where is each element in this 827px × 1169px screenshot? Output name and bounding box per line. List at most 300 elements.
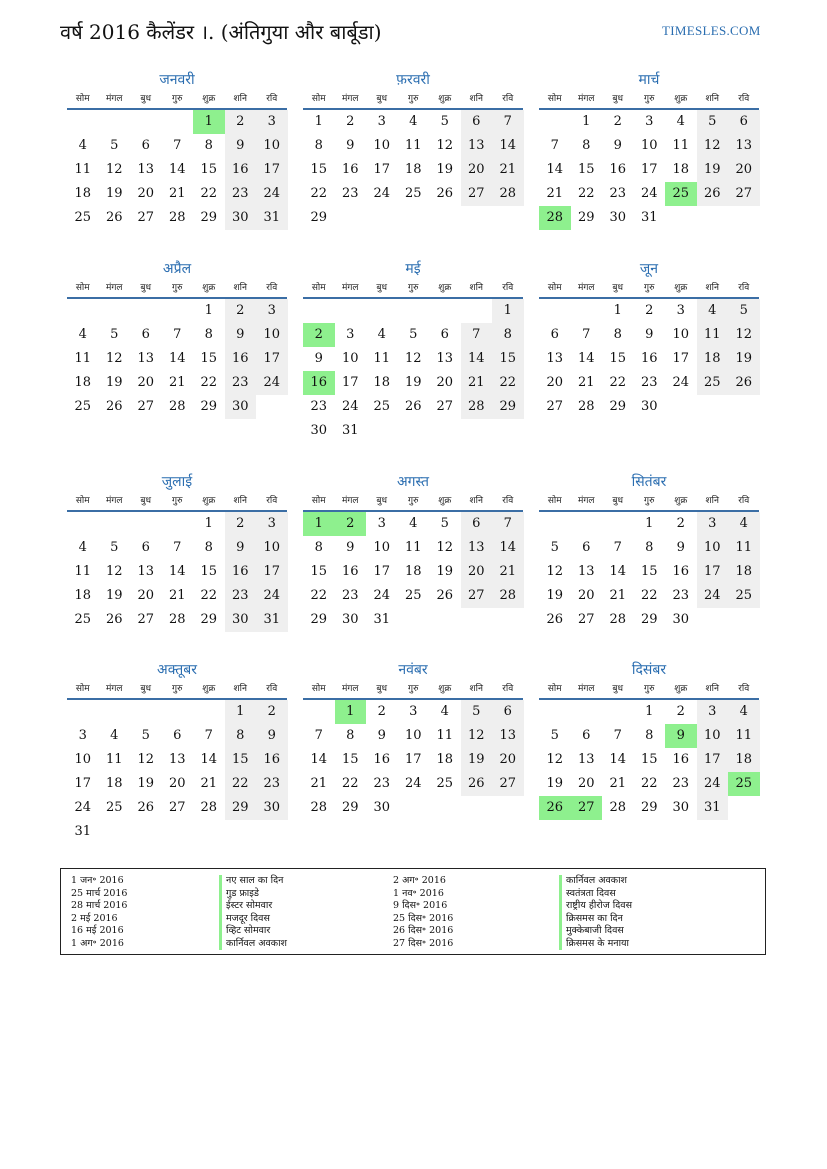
- day-cell: 14: [310, 752, 328, 767]
- day-cell: 21: [577, 375, 595, 390]
- site-brand-link[interactable]: TIMESLES.COM: [662, 23, 761, 38]
- day-cell: 13: [492, 724, 524, 748]
- day-cell: 14: [492, 536, 524, 560]
- day-cell: 20: [577, 776, 595, 791]
- weekday-label: रवि: [266, 684, 278, 694]
- weekday-label: सोम: [75, 283, 90, 293]
- weekday-label: गुरु: [172, 94, 183, 104]
- day-cell: 17: [74, 776, 92, 791]
- empty-cell: [539, 700, 571, 724]
- weekday-label: शनि: [233, 283, 247, 293]
- day-cell: 25: [728, 584, 760, 608]
- day-cell: 12: [137, 752, 155, 767]
- weekday-label: बुध: [376, 94, 388, 104]
- holiday-name: व्हिट सोमवार: [219, 925, 287, 938]
- day-cell: 10: [404, 728, 422, 743]
- day-cell: 29: [200, 399, 218, 414]
- day-cell: 31: [373, 612, 391, 627]
- empty-cell: [539, 512, 571, 536]
- day-cell: 6: [440, 327, 449, 342]
- day-cell: 26: [728, 371, 760, 395]
- empty-cell: [461, 299, 493, 323]
- day-cell: 23: [310, 399, 328, 414]
- holiday-date: 1 अग॰ 2016: [71, 937, 124, 949]
- day-cell: 24: [404, 776, 422, 791]
- day-cell: 13: [168, 752, 186, 767]
- day-cell: 8: [314, 540, 323, 555]
- day-cell: 13: [137, 162, 155, 177]
- day-cell: 8: [204, 138, 213, 153]
- day-cell: 13: [461, 134, 493, 158]
- holiday-day-cell: 28: [539, 206, 571, 230]
- day-cell: 12: [105, 351, 123, 366]
- empty-cell: [67, 700, 99, 724]
- day-cell: 15: [225, 748, 257, 772]
- day-cell: 29: [200, 612, 218, 627]
- day-cell: 11: [74, 351, 92, 366]
- empty-cell: [571, 512, 603, 536]
- day-cell: 6: [173, 728, 182, 743]
- day-cell: 20: [168, 776, 186, 791]
- day-cell: 4: [377, 327, 386, 342]
- day-cell: 29: [577, 210, 595, 225]
- empty-cell: [99, 512, 131, 536]
- day-cell: 2: [613, 114, 622, 129]
- day-cell: 21: [609, 588, 627, 603]
- weekday-label: शुक्र: [438, 684, 452, 694]
- day-cell: 12: [105, 162, 123, 177]
- weekday-label: मंगल: [341, 496, 359, 506]
- day-cell: 5: [110, 327, 119, 342]
- day-cell: 17: [373, 162, 391, 177]
- day-cell: 24: [74, 800, 92, 815]
- day-cell: 14: [168, 351, 186, 366]
- empty-cell: [366, 299, 398, 323]
- day-cell: 17: [697, 560, 729, 584]
- day-cell: 10: [256, 536, 288, 560]
- holiday-names-col-2: [559, 875, 632, 950]
- day-cell: 4: [676, 114, 685, 129]
- weekday-label: बुध: [612, 684, 624, 694]
- day-cell: 30: [225, 608, 257, 632]
- weekday-label: रवि: [266, 283, 278, 293]
- day-cell: 30: [373, 800, 391, 815]
- weekday-label: गुरु: [644, 94, 655, 104]
- day-cell: 16: [672, 564, 690, 579]
- day-cell: 1: [582, 114, 591, 129]
- day-cell: 22: [200, 186, 218, 201]
- weekday-header: [539, 279, 759, 299]
- day-cell: 19: [697, 158, 729, 182]
- month-name: जनवरी: [159, 72, 195, 88]
- day-cell: 19: [728, 347, 760, 371]
- month-name: सितंबर: [631, 474, 667, 490]
- day-cell: 9: [225, 323, 257, 347]
- day-cell: 9: [613, 138, 622, 153]
- weekday-header: [67, 680, 287, 700]
- day-cell: 20: [137, 588, 155, 603]
- empty-cell: [130, 299, 162, 323]
- day-cell: 8: [346, 728, 355, 743]
- day-cell: 16: [609, 162, 627, 177]
- day-cell: 3: [409, 704, 418, 719]
- day-cell: 5: [728, 299, 760, 323]
- month-days-grid: [303, 512, 523, 632]
- day-cell: 30: [225, 395, 257, 419]
- weekday-label: मंगल: [341, 94, 359, 104]
- day-cell: 18: [74, 588, 92, 603]
- weekday-header: [67, 90, 287, 110]
- month-name: मई: [405, 261, 421, 277]
- weekday-label: सोम: [311, 94, 326, 104]
- day-cell: 26: [105, 612, 123, 627]
- day-cell: 14: [168, 162, 186, 177]
- day-cell: 11: [672, 138, 690, 153]
- day-cell: 30: [672, 612, 690, 627]
- day-cell: 12: [697, 134, 729, 158]
- weekday-label: सोम: [311, 283, 326, 293]
- day-cell: 22: [310, 588, 328, 603]
- weekday-label: बुध: [612, 496, 624, 506]
- day-cell: 1: [492, 299, 524, 323]
- holiday-date: 16 मई 2016: [71, 925, 124, 936]
- weekday-label: रवि: [502, 283, 514, 293]
- holiday-day-cell: 2: [303, 323, 335, 347]
- day-cell: 22: [609, 375, 627, 390]
- empty-cell: [67, 512, 99, 536]
- month-name: मार्च: [638, 72, 660, 88]
- day-cell: 24: [697, 772, 729, 796]
- day-cell: 3: [256, 110, 288, 134]
- day-cell: 8: [204, 540, 213, 555]
- day-cell: 5: [461, 700, 493, 724]
- holiday-date: 25 मार्च 2016: [71, 887, 128, 899]
- holiday-day-cell: 16: [303, 371, 335, 395]
- day-cell: 30: [225, 206, 257, 230]
- day-cell: 24: [256, 584, 288, 608]
- weekday-label: मंगल: [105, 283, 123, 293]
- day-cell: 21: [492, 158, 524, 182]
- day-cell: 23: [225, 371, 257, 395]
- day-cell: 6: [550, 327, 559, 342]
- day-cell: 25: [404, 588, 422, 603]
- weekday-label: मंगल: [341, 684, 359, 694]
- day-cell: 6: [141, 138, 150, 153]
- day-cell: 5: [440, 114, 449, 129]
- day-cell: 9: [256, 724, 288, 748]
- day-cell: 24: [373, 186, 391, 201]
- day-cell: 10: [373, 138, 391, 153]
- day-cell: 12: [436, 540, 454, 555]
- month-days-grid: [539, 700, 759, 820]
- day-cell: 4: [409, 114, 418, 129]
- holiday-day-cell: 26: [539, 796, 571, 820]
- day-cell: 26: [137, 800, 155, 815]
- weekday-label: शुक्र: [202, 283, 216, 293]
- day-cell: 19: [105, 375, 123, 390]
- day-cell: 3: [377, 114, 386, 129]
- weekday-label: बुध: [612, 283, 624, 293]
- holiday-date: 25 दिस॰ 2016: [393, 912, 454, 924]
- day-cell: 12: [105, 564, 123, 579]
- day-cell: 22: [200, 375, 218, 390]
- day-cell: 29: [200, 210, 218, 225]
- weekday-label: बुध: [376, 684, 388, 694]
- weekday-label: मंगल: [577, 94, 595, 104]
- day-cell: 22: [640, 776, 658, 791]
- day-cell: 23: [609, 186, 627, 201]
- weekday-label: रवि: [738, 283, 750, 293]
- day-cell: 19: [436, 162, 454, 177]
- day-cell: 21: [461, 371, 493, 395]
- day-cell: 26: [105, 210, 123, 225]
- day-cell: 19: [546, 588, 564, 603]
- empty-cell: [571, 299, 603, 323]
- weekday-header: [303, 680, 523, 700]
- empty-cell: [398, 299, 430, 323]
- weekday-header: [539, 90, 759, 110]
- holiday-dates-col-2: [393, 875, 453, 950]
- day-cell: 7: [613, 728, 622, 743]
- month-days-grid: [539, 512, 759, 632]
- day-cell: 7: [582, 327, 591, 342]
- holiday-date: 28 मार्च 2016: [71, 900, 128, 911]
- day-cell: 22: [200, 588, 218, 603]
- weekday-label: रवि: [266, 496, 278, 506]
- empty-cell: [99, 110, 131, 134]
- day-cell: 4: [728, 512, 760, 536]
- day-cell: 8: [582, 138, 591, 153]
- holiday-day-cell: 1: [335, 700, 367, 724]
- day-cell: 31: [256, 206, 288, 230]
- weekday-label: शुक्र: [438, 496, 452, 506]
- day-cell: 19: [436, 564, 454, 579]
- day-cell: 2: [225, 110, 257, 134]
- day-cell: 7: [173, 138, 182, 153]
- day-cell: 24: [256, 182, 288, 206]
- day-cell: 7: [314, 728, 323, 743]
- day-cell: 31: [74, 824, 92, 839]
- day-cell: 17: [697, 748, 729, 772]
- holiday-name: कार्निवल अवकाश: [219, 938, 287, 951]
- day-cell: 10: [640, 138, 658, 153]
- day-cell: 11: [74, 564, 92, 579]
- day-cell: 4: [78, 138, 87, 153]
- day-cell: 28: [168, 210, 186, 225]
- weekday-label: शनि: [469, 684, 483, 694]
- day-cell: 6: [582, 540, 591, 555]
- month-block: [303, 259, 523, 443]
- day-cell: 9: [225, 134, 257, 158]
- weekday-header: [67, 279, 287, 299]
- day-cell: 20: [546, 375, 564, 390]
- empty-cell: [162, 700, 194, 724]
- day-cell: 31: [640, 210, 658, 225]
- day-cell: 2: [346, 114, 355, 129]
- weekday-label: शुक्र: [438, 283, 452, 293]
- day-cell: 25: [436, 776, 454, 791]
- page-title: वर्ष 2016 कैलेंडर ।. (अंतिगुया और बार्बूडा): [60, 20, 382, 44]
- empty-cell: [429, 299, 461, 323]
- month-days-grid: [303, 700, 523, 820]
- month-days-grid: [539, 299, 759, 419]
- day-cell: 20: [461, 560, 493, 584]
- weekday-label: सोम: [75, 94, 90, 104]
- month-block: [539, 70, 759, 230]
- weekday-label: रवि: [266, 94, 278, 104]
- weekday-label: सोम: [311, 684, 326, 694]
- day-cell: 4: [110, 728, 119, 743]
- day-cell: 14: [577, 351, 595, 366]
- day-cell: 10: [672, 327, 690, 342]
- empty-cell: [602, 700, 634, 724]
- weekday-label: सोम: [547, 684, 562, 694]
- day-cell: 3: [697, 700, 729, 724]
- day-cell: 15: [640, 752, 658, 767]
- month-block: [303, 660, 523, 820]
- day-cell: 2: [225, 512, 257, 536]
- weekday-label: सोम: [547, 496, 562, 506]
- month-block: [539, 660, 759, 820]
- holiday-names-col-1: [219, 875, 287, 950]
- day-cell: 8: [613, 327, 622, 342]
- day-cell: 27: [461, 584, 493, 608]
- day-cell: 18: [404, 564, 422, 579]
- weekday-label: शनि: [233, 496, 247, 506]
- month-days-grid: [303, 110, 523, 230]
- weekday-label: मंगल: [105, 684, 123, 694]
- day-cell: 30: [310, 423, 328, 438]
- day-cell: 21: [310, 776, 328, 791]
- day-cell: 13: [461, 536, 493, 560]
- day-cell: 24: [697, 584, 729, 608]
- holiday-name: नए साल का दिन: [219, 875, 287, 888]
- day-cell: 20: [492, 748, 524, 772]
- day-cell: 11: [404, 138, 422, 153]
- weekday-header: [539, 680, 759, 700]
- day-cell: 14: [609, 752, 627, 767]
- weekday-label: गुरु: [408, 283, 419, 293]
- day-cell: 25: [74, 612, 92, 627]
- day-cell: 21: [492, 560, 524, 584]
- day-cell: 22: [640, 588, 658, 603]
- day-cell: 10: [373, 540, 391, 555]
- holiday-date: 1 जन॰ 2016: [71, 875, 124, 886]
- day-cell: 16: [640, 351, 658, 366]
- day-cell: 16: [225, 560, 257, 584]
- day-cell: 14: [492, 134, 524, 158]
- day-cell: 12: [546, 752, 564, 767]
- weekday-label: शनि: [705, 283, 719, 293]
- day-cell: 1: [613, 303, 622, 318]
- day-cell: 28: [168, 612, 186, 627]
- day-cell: 14: [200, 752, 218, 767]
- month-days-grid: [303, 299, 523, 443]
- day-cell: 29: [310, 612, 328, 627]
- day-cell: 5: [440, 516, 449, 531]
- weekday-label: रवि: [502, 684, 514, 694]
- day-cell: 17: [404, 752, 422, 767]
- day-cell: 22: [310, 186, 328, 201]
- day-cell: 15: [310, 162, 328, 177]
- day-cell: 25: [74, 399, 92, 414]
- day-cell: 16: [225, 158, 257, 182]
- day-cell: 14: [609, 564, 627, 579]
- weekday-label: गुरु: [644, 283, 655, 293]
- weekday-header: [303, 279, 523, 299]
- weekday-label: बुध: [612, 94, 624, 104]
- day-cell: 22: [492, 371, 524, 395]
- day-cell: 17: [341, 375, 359, 390]
- empty-cell: [602, 512, 634, 536]
- day-cell: 27: [137, 399, 155, 414]
- day-cell: 28: [577, 399, 595, 414]
- day-cell: 11: [697, 323, 729, 347]
- month-block: [67, 259, 287, 419]
- day-cell: 11: [105, 752, 123, 767]
- day-cell: 4: [78, 540, 87, 555]
- day-cell: 18: [728, 748, 760, 772]
- weekday-label: शुक्र: [438, 94, 452, 104]
- day-cell: 2: [676, 704, 685, 719]
- day-cell: 23: [225, 584, 257, 608]
- day-cell: 3: [645, 114, 654, 129]
- weekday-label: गुरु: [172, 283, 183, 293]
- day-cell: 5: [110, 540, 119, 555]
- day-cell: 17: [373, 564, 391, 579]
- day-cell: 6: [461, 110, 493, 134]
- day-cell: 3: [346, 327, 355, 342]
- day-cell: 16: [672, 752, 690, 767]
- day-cell: 26: [105, 399, 123, 414]
- weekday-label: रवि: [502, 496, 514, 506]
- day-cell: 28: [200, 800, 218, 815]
- month-name: जुलाई: [161, 474, 193, 490]
- day-cell: 24: [373, 588, 391, 603]
- holiday-day-cell: 2: [335, 512, 367, 536]
- month-name: जून: [639, 261, 659, 277]
- day-cell: 10: [341, 351, 359, 366]
- day-cell: 27: [168, 800, 186, 815]
- holiday-name: राष्ट्रीय हीरोज दिवस: [559, 900, 632, 913]
- day-cell: 30: [640, 399, 658, 414]
- weekday-label: गुरु: [408, 684, 419, 694]
- day-cell: 28: [609, 612, 627, 627]
- weekday-label: शनि: [705, 94, 719, 104]
- weekday-header: [67, 492, 287, 512]
- weekday-header: [303, 492, 523, 512]
- month-name: नवंबर: [398, 662, 428, 678]
- day-cell: 27: [137, 210, 155, 225]
- day-cell: 28: [492, 584, 524, 608]
- day-cell: 29: [225, 796, 257, 820]
- day-cell: 25: [74, 210, 92, 225]
- holiday-day-cell: 25: [728, 772, 760, 796]
- day-cell: 1: [204, 303, 213, 318]
- weekday-label: सोम: [75, 684, 90, 694]
- day-cell: 20: [728, 158, 760, 182]
- day-cell: 7: [173, 540, 182, 555]
- day-cell: 8: [492, 323, 524, 347]
- day-cell: 3: [78, 728, 87, 743]
- day-cell: 28: [492, 182, 524, 206]
- day-cell: 9: [645, 327, 654, 342]
- day-cell: 23: [341, 186, 359, 201]
- day-cell: 23: [256, 772, 288, 796]
- day-cell: 2: [676, 516, 685, 531]
- day-cell: 29: [310, 210, 328, 225]
- weekday-header: [303, 90, 523, 110]
